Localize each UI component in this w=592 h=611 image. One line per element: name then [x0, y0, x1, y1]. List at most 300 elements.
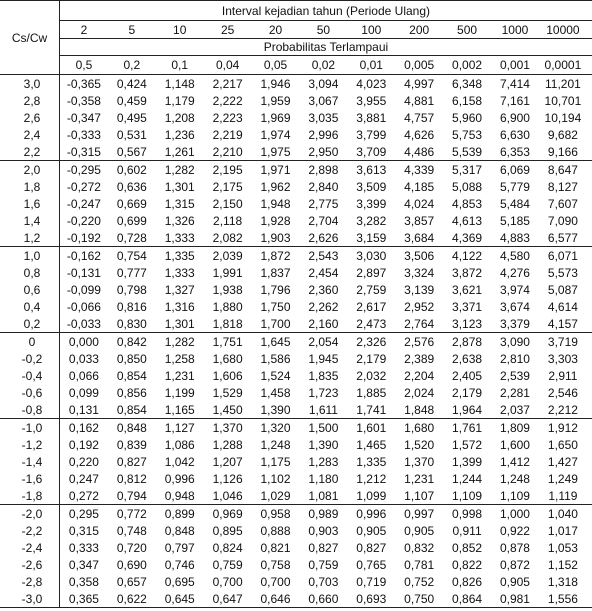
cs-cw-cell: 2,0 — [0, 161, 60, 178]
frequency-factor-cell: 0,821 — [260, 540, 291, 555]
table-row — [0, 419, 592, 436]
return-period-header: 200 — [395, 21, 443, 39]
frequency-factor-cell: 0,888 — [260, 523, 291, 538]
frequency-factor-cell: 6,353 — [499, 144, 530, 159]
frequency-factor-cell: 0,750 — [404, 591, 435, 606]
return-period-header: 2 — [60, 21, 108, 39]
frequency-factor-cell: 1,175 — [260, 454, 291, 469]
frequency-factor-cell: 0,911 — [452, 523, 482, 538]
frequency-factor-cell: 0,752 — [404, 574, 435, 589]
frequency-factor-cell: 1,872 — [260, 248, 291, 263]
frequency-factor-cell: 2,759 — [356, 282, 387, 297]
frequency-factor-cell: 0,700 — [212, 574, 243, 589]
cs-cw-cell: -0,6 — [0, 384, 60, 401]
frequency-factor-cell: 1,600 — [499, 437, 530, 452]
frequency-factor-cell: 1,945 — [308, 351, 339, 366]
frequency-factor-cell: 0,647 — [212, 591, 243, 606]
frequency-factor-cell: 0,996 — [164, 471, 195, 486]
frequency-factor-cell: 4,626 — [404, 127, 435, 142]
frequency-factor-cell: 2,473 — [356, 316, 387, 331]
frequency-factor-cell: 0,758 — [260, 557, 291, 572]
frequency-factor-cell: 0,162 — [68, 420, 99, 435]
table-row — [0, 298, 592, 315]
table-row — [0, 590, 592, 608]
frequency-factor-cell: 1,611 — [308, 402, 338, 417]
cs-cw-cell: -0,2 — [0, 350, 60, 367]
frequency-factor-cell: 3,799 — [356, 127, 387, 142]
frequency-factor-cell: 1,249 — [547, 471, 578, 486]
frequency-factor-cell: 2,118 — [213, 213, 243, 228]
frequency-factor-cell: 2,764 — [404, 316, 435, 331]
frequency-factor-cell: 3,379 — [499, 316, 530, 331]
frequency-factor-cell: 2,897 — [356, 265, 387, 280]
table-body — [0, 75, 592, 608]
table-row — [0, 333, 592, 350]
frequency-factor-cell: 1,948 — [260, 196, 291, 211]
frequency-factor-cell: 5,960 — [452, 110, 483, 125]
frequency-factor-cell: 0,693 — [356, 591, 387, 606]
return-period-header: 100 — [347, 21, 395, 39]
frequency-factor-cell: 3,621 — [452, 282, 483, 297]
frequency-factor-cell: 3,881 — [356, 110, 387, 125]
frequency-factor-cell: 1,152 — [547, 557, 578, 572]
frequency-factor-cell: 2,546 — [547, 385, 578, 400]
frequency-factor-cell: 0,531 — [116, 127, 147, 142]
frequency-factor-cell: 1,335 — [164, 248, 195, 263]
frequency-factor-cell: 1,127 — [164, 420, 195, 435]
table-row — [0, 143, 592, 161]
cs-cw-cell: 0 — [0, 333, 60, 350]
frequency-factor-cell: 2,996 — [308, 127, 339, 142]
frequency-factor-cell: 0,864 — [452, 591, 483, 606]
frequency-factor-cell: 2,150 — [212, 196, 243, 211]
table-row — [0, 522, 592, 539]
frequency-factor-cell: 1,081 — [308, 488, 339, 503]
frequency-factor-cell: 0,099 — [68, 385, 99, 400]
frequency-factor-cell: 0,854 — [116, 368, 147, 383]
frequency-factor-cell: 0,905 — [499, 574, 530, 589]
table-row — [0, 539, 592, 556]
frequency-factor-cell: 0,459 — [116, 93, 147, 108]
frequency-factor-cell: 0,567 — [116, 144, 147, 159]
frequency-factor-cell: 2,219 — [212, 127, 243, 142]
frequency-factor-cell: 2,054 — [308, 334, 339, 349]
frequency-factor-cell: 0,746 — [164, 557, 195, 572]
cs-cw-header: Cs/Cw — [0, 1, 60, 75]
frequency-factor-cell: 1,333 — [164, 265, 195, 280]
table-row-group — [0, 247, 592, 333]
frequency-factor-cell: 0,754 — [116, 248, 147, 263]
frequency-factor-cell: -0,220 — [66, 213, 101, 228]
frequency-factor-cell: 3,872 — [452, 265, 483, 280]
cs-cw-cell: 1,2 — [0, 229, 60, 246]
cs-cw-cell: 2,4 — [0, 126, 60, 143]
frequency-factor-cell: 2,952 — [404, 299, 435, 314]
table-row — [0, 384, 592, 401]
table-row — [0, 505, 592, 522]
frequency-factor-cell: 2,539 — [499, 368, 530, 383]
frequency-factor-cell: 0,852 — [452, 540, 483, 555]
frequency-factor-cell: 0,798 — [116, 282, 147, 297]
frequency-factor-cell: 1,040 — [547, 506, 578, 521]
frequency-factor-cell: 1,761 — [452, 420, 483, 435]
frequency-factor-cell: 1,046 — [212, 488, 243, 503]
table-row — [0, 367, 592, 384]
frequency-factor-cell: 1,645 — [260, 334, 291, 349]
frequency-factor-cell: 0,358 — [68, 574, 99, 589]
frequency-factor-cell: 0,657 — [116, 574, 147, 589]
frequency-factor-cell: 1,885 — [356, 385, 387, 400]
frequency-factor-cell: 1,231 — [164, 368, 195, 383]
frequency-factor-cell: 0,247 — [68, 471, 99, 486]
frequency-factor-cell: 0,989 — [308, 506, 339, 521]
frequency-factor-cell: 6,348 — [452, 76, 483, 91]
frequency-factor-cell: 2,326 — [356, 334, 387, 349]
frequency-factor-cell: 3,139 — [404, 282, 435, 297]
frequency-factor-cell: 1,946 — [260, 76, 291, 91]
frequency-factor-cell: 0,997 — [404, 506, 435, 521]
cs-cw-cell: 1,0 — [0, 247, 60, 264]
frequency-factor-cell: 0,636 — [116, 179, 147, 194]
frequency-factor-cell: 1,207 — [212, 454, 243, 469]
cs-cw-cell: -0,4 — [0, 367, 60, 384]
frequency-factor-cell: 3,030 — [356, 248, 387, 263]
cs-cw-cell: -2,2 — [0, 522, 60, 539]
frequency-factor-cell: 0,695 — [164, 574, 195, 589]
cs-cw-cell: -1,8 — [0, 487, 60, 504]
frequency-factor-cell: 0,424 — [116, 76, 147, 91]
frequency-factor-cell: 1,000 — [499, 506, 530, 521]
cs-cw-cell: 2,6 — [0, 109, 60, 126]
probability-header: 0,001 — [491, 56, 539, 75]
frequency-factor-cell: 4,613 — [452, 213, 483, 228]
frequency-factor-cell: 11,201 — [545, 76, 581, 91]
frequency-factor-cell: 1,102 — [260, 471, 291, 486]
frequency-factor-cell: 0,905 — [356, 523, 387, 538]
frequency-factor-cell: 4,997 — [404, 76, 435, 91]
frequency-factor-cell: 0,495 — [116, 110, 147, 125]
frequency-factor-cell: 1,086 — [164, 437, 195, 452]
cs-cw-cell: 2,8 — [0, 92, 60, 109]
frequency-factor-cell: 0,827 — [356, 540, 387, 555]
frequency-factor-cell: 1,258 — [164, 351, 195, 366]
frequency-factor-cell: 1,650 — [547, 437, 578, 452]
frequency-factor-cell: 4,883 — [499, 230, 530, 245]
frequency-factor-cell: 0,772 — [116, 506, 147, 521]
frequency-factor-cell: 1,412 — [499, 454, 530, 469]
frequency-factor-cell: 7,607 — [547, 196, 578, 211]
cs-cw-cell: 0,4 — [0, 298, 60, 315]
frequency-factor-cell: 3,123 — [452, 316, 483, 331]
frequency-factor-cell: 0,365 — [68, 591, 99, 606]
frequency-factor-cell: 4,757 — [404, 110, 435, 125]
frequency-factor-cell: 1,520 — [404, 437, 435, 452]
frequency-factor-cell: 4,276 — [499, 265, 530, 280]
return-period-title: Interval kejadian tahun (Periode Ulang) — [60, 1, 592, 21]
frequency-factor-cell: 0,220 — [68, 454, 99, 469]
frequency-factor-cell: 1,723 — [308, 385, 339, 400]
frequency-factor-cell: 0,830 — [116, 316, 147, 331]
frequency-factor-cell: 0,812 — [116, 471, 147, 486]
frequency-factor-cell: 1,818 — [212, 316, 243, 331]
frequency-factor-cell: 2,032 — [356, 368, 387, 383]
frequency-factor-cell: 2,262 — [308, 299, 339, 314]
frequency-factor-cell: 4,369 — [452, 230, 483, 245]
frequency-factor-cell: 2,840 — [308, 179, 339, 194]
frequency-factor-cell: 2,195 — [212, 162, 243, 177]
frequency-factor-cell: 3,371 — [452, 299, 483, 314]
frequency-factor-cell: -0,347 — [66, 110, 101, 125]
frequency-factor-cell: 3,955 — [356, 93, 387, 108]
frequency-factor-cell: 3,857 — [404, 213, 435, 228]
frequency-factor-cell: -0,333 — [66, 127, 101, 142]
frequency-factor-cell: 0,669 — [116, 196, 147, 211]
frequency-factor-cell: 3,159 — [356, 230, 387, 245]
frequency-factor-cell: 1,199 — [164, 385, 195, 400]
frequency-factor-cell: 1,796 — [260, 282, 291, 297]
frequency-factor-cell: 0,895 — [212, 523, 243, 538]
frequency-factor-cell: 0,033 — [68, 351, 99, 366]
frequency-factor-cell: 1,524 — [260, 368, 291, 383]
table-row — [0, 247, 592, 264]
frequency-factor-cell: 3,509 — [356, 179, 387, 194]
frequency-factor-cell: 0,759 — [212, 557, 243, 572]
frequency-factor-cell: 1,572 — [452, 437, 483, 452]
frequency-factor-cell: 1,458 — [260, 385, 291, 400]
frequency-factor-cell: 2,223 — [212, 110, 243, 125]
frequency-factor-cell: 5,087 — [547, 282, 578, 297]
frequency-factor-cell: 3,303 — [547, 351, 578, 366]
frequency-factor-cell: 4,614 — [547, 299, 578, 314]
frequency-factor-cell: 1,601 — [356, 420, 387, 435]
frequency-factor-cell: 0,794 — [116, 488, 147, 503]
table-row — [0, 487, 592, 505]
frequency-factor-cell: 1,959 — [260, 93, 291, 108]
frequency-factor-cell: 2,454 — [308, 265, 339, 280]
frequency-factor-cell: 0,848 — [164, 523, 195, 538]
frequency-factor-cell: 0,872 — [499, 557, 530, 572]
frequency-factor-cell: 0,295 — [68, 506, 99, 521]
frequency-factor-cell: 0,645 — [164, 591, 195, 606]
probability-header: 0,2 — [108, 56, 156, 75]
frequency-factor-cell: -0,066 — [66, 299, 101, 314]
frequency-factor-cell: 0,703 — [308, 574, 339, 589]
frequency-factor-cell: 3,282 — [356, 213, 387, 228]
frequency-factor-cell: 1,938 — [212, 282, 243, 297]
frequency-factor-cell: 0,832 — [404, 540, 435, 555]
probability-header: 0,1 — [156, 56, 204, 75]
frequency-factor-cell: 0,816 — [116, 299, 147, 314]
frequency-factor-cell: 2,775 — [308, 196, 339, 211]
frequency-factor-cell: 2,617 — [356, 299, 387, 314]
table-row — [0, 178, 592, 195]
return-period-header: 10000 — [539, 21, 592, 39]
frequency-factor-cell: 4,157 — [547, 316, 578, 331]
frequency-factor-cell: -0,295 — [66, 162, 101, 177]
frequency-factor-cell: 3,684 — [404, 230, 435, 245]
frequency-factor-cell: 1,370 — [212, 420, 243, 435]
frequency-factor-cell: 1,835 — [308, 368, 339, 383]
frequency-factor-cell: 3,506 — [404, 248, 435, 263]
frequency-factor-cell: 3,719 — [547, 334, 578, 349]
frequency-factor-cell: 0,347 — [68, 557, 99, 572]
table-row — [0, 573, 592, 590]
frequency-factor-cell: 1,283 — [308, 454, 339, 469]
frequency-factor-cell: 1,741 — [356, 402, 387, 417]
frequency-factor-cell: 0,192 — [68, 437, 99, 452]
frequency-factor-cell: 4,580 — [499, 248, 530, 263]
frequency-factor-cell: 0,827 — [116, 454, 147, 469]
return-period-header: 500 — [443, 21, 491, 39]
frequency-factor-cell: 1,179 — [164, 93, 195, 108]
return-period-header: 50 — [299, 21, 347, 39]
cs-cw-cell: -3,0 — [0, 590, 60, 607]
frequency-factor-cell: 2,638 — [452, 351, 483, 366]
frequency-factor-cell: 5,185 — [499, 213, 530, 228]
frequency-factor-cell: 4,024 — [404, 196, 435, 211]
table-row — [0, 126, 592, 143]
frequency-factor-cell: 1,301 — [164, 316, 195, 331]
frequency-factor-cell: 1,975 — [260, 144, 291, 159]
frequency-factor-cell: 1,301 — [164, 179, 195, 194]
frequency-factor-cell: 0,797 — [164, 540, 195, 555]
cs-cw-cell: -1,4 — [0, 453, 60, 470]
frequency-factor-cell: 1,837 — [260, 265, 291, 280]
frequency-factor-cell: 0,848 — [116, 420, 147, 435]
frequency-factor-cell: 0,948 — [164, 488, 195, 503]
frequency-factor-cell: 5,317 — [452, 162, 483, 177]
frequency-factor-cell: 0,781 — [404, 557, 435, 572]
table-row — [0, 436, 592, 453]
table-row-group — [0, 419, 592, 505]
frequency-factor-cell: 1,912 — [547, 420, 578, 435]
probability-header: 0,02 — [299, 56, 347, 75]
frequency-factor-cell: 0,622 — [116, 591, 147, 606]
frequency-factor-cell: 1,316 — [164, 299, 195, 314]
frequency-factor-cell: 1,335 — [356, 454, 387, 469]
frequency-factor-cell: 0,748 — [116, 523, 147, 538]
frequency-factor-cell: 2,217 — [212, 76, 243, 91]
frequency-factor-cell: 0,958 — [260, 506, 291, 521]
frequency-factor-cell: 0,839 — [116, 437, 147, 452]
frequency-factor-cell: 1,700 — [260, 316, 291, 331]
probability-header: 0,005 — [395, 56, 443, 75]
frequency-factor-cell: 2,210 — [212, 144, 243, 159]
frequency-factor-cell: 0,998 — [452, 506, 483, 521]
frequency-factor-cell: 2,179 — [452, 385, 483, 400]
frequency-factor-cell: 1,964 — [452, 402, 483, 417]
frequency-factor-cell: 1,848 — [404, 402, 435, 417]
frequency-factor-cell: 5,753 — [452, 127, 483, 142]
frequency-factor-cell: 5,779 — [499, 179, 530, 194]
frequency-factor-cell: 7,414 — [499, 76, 530, 91]
frequency-factor-cell: 8,647 — [547, 162, 578, 177]
frequency-factor-cell: 6,630 — [499, 127, 530, 142]
frequency-factor-cell: 1,126 — [212, 471, 243, 486]
frequency-factor-cell: 1,244 — [452, 471, 483, 486]
frequency-factor-cell: 1,370 — [404, 454, 435, 469]
frequency-factor-cell: 4,486 — [404, 144, 435, 159]
frequency-factor-cell: 0,700 — [260, 574, 291, 589]
frequency-factor-cell: 0,646 — [260, 591, 291, 606]
table-row — [0, 92, 592, 109]
frequency-factor-cell: 1,427 — [547, 454, 578, 469]
cs-cw-cell: 0,8 — [0, 264, 60, 281]
cs-cw-cell: -2,8 — [0, 573, 60, 590]
frequency-factor-cell: 4,339 — [404, 162, 435, 177]
frequency-factor-cell: 2,082 — [212, 230, 243, 245]
frequency-factor-cell: -0,192 — [66, 230, 101, 245]
frequency-factor-cell: 2,810 — [499, 351, 530, 366]
frequency-factor-cell: 0,765 — [356, 557, 387, 572]
cs-cw-cell: -2,4 — [0, 539, 60, 556]
frequency-factor-cell: 0,822 — [452, 557, 483, 572]
frequency-factor-cell: 3,674 — [499, 299, 530, 314]
frequency-factor-cell: -0,162 — [66, 248, 101, 263]
frequency-factor-cell: 0,720 — [116, 540, 147, 555]
frequency-factor-cell: 1,751 — [212, 334, 243, 349]
frequency-factor-cell: 4,023 — [356, 76, 387, 91]
frequency-factor-cell: 0,066 — [68, 368, 99, 383]
frequency-factor-cell: 1,399 — [452, 454, 483, 469]
frequency-factor-cell: 0,777 — [116, 265, 147, 280]
frequency-factor-cell: 7,090 — [547, 213, 578, 228]
frequency-factor-cell: 1,750 — [260, 299, 291, 314]
probability-title: Probabilitas Terlampaui — [60, 39, 592, 56]
frequency-factor-cell: 1,288 — [212, 437, 243, 452]
cs-cw-cell: -1,6 — [0, 470, 60, 487]
frequency-factor-cell: 0,905 — [404, 523, 435, 538]
frequency-factor-cell: 1,282 — [164, 334, 195, 349]
frequency-factor-cell: 8,127 — [547, 179, 578, 194]
frequency-factor-cell: 1,586 — [260, 351, 291, 366]
frequency-factor-cell: 1,991 — [212, 265, 243, 280]
frequency-factor-cell: 1,680 — [404, 420, 435, 435]
frequency-factor-cell: 3,324 — [404, 265, 435, 280]
frequency-factor-cell: 2,160 — [308, 316, 339, 331]
frequency-factor-cell: 0,719 — [356, 574, 387, 589]
table-row-group — [0, 333, 592, 419]
frequency-factor-cell: 3,399 — [356, 196, 387, 211]
frequency-factor-cell: 10,194 — [544, 110, 582, 125]
frequency-factor-cell: 1,333 — [164, 230, 195, 245]
frequency-factor-cell: 6,158 — [452, 93, 483, 108]
frequency-factor-cell: 0,826 — [452, 574, 483, 589]
cs-cw-cell: 1,4 — [0, 212, 60, 229]
frequency-factor-cell: 1,282 — [164, 162, 195, 177]
frequency-factor-cell: -0,315 — [66, 144, 101, 159]
cs-cw-cell: -0,8 — [0, 401, 60, 418]
frequency-factor-cell: 1,053 — [547, 540, 578, 555]
cs-cw-cell: -2,6 — [0, 556, 60, 573]
frequency-factor-cell: -0,365 — [66, 76, 101, 91]
frequency-factor-cell: -0,033 — [66, 316, 101, 331]
frequency-factor-cell: 1,148 — [164, 76, 195, 91]
frequency-factor-cell: 1,680 — [212, 351, 243, 366]
frequency-factor-cell: 1,465 — [356, 437, 387, 452]
table-row — [0, 229, 592, 247]
frequency-factor-cell: 0,000 — [68, 334, 99, 349]
frequency-factor-cell: 2,024 — [404, 385, 435, 400]
frequency-factor-cell: 1,180 — [308, 471, 339, 486]
frequency-factor-cell: -0,131 — [66, 265, 101, 280]
frequency-factor-cell: 1,261 — [164, 144, 195, 159]
frequency-factor-cell: 1,450 — [212, 402, 243, 417]
frequency-factor-cell: 1,326 — [164, 213, 195, 228]
frequency-factor-cell: 9,682 — [547, 127, 578, 142]
frequency-factor-cell: 1,029 — [260, 488, 291, 503]
table-row — [0, 281, 592, 298]
